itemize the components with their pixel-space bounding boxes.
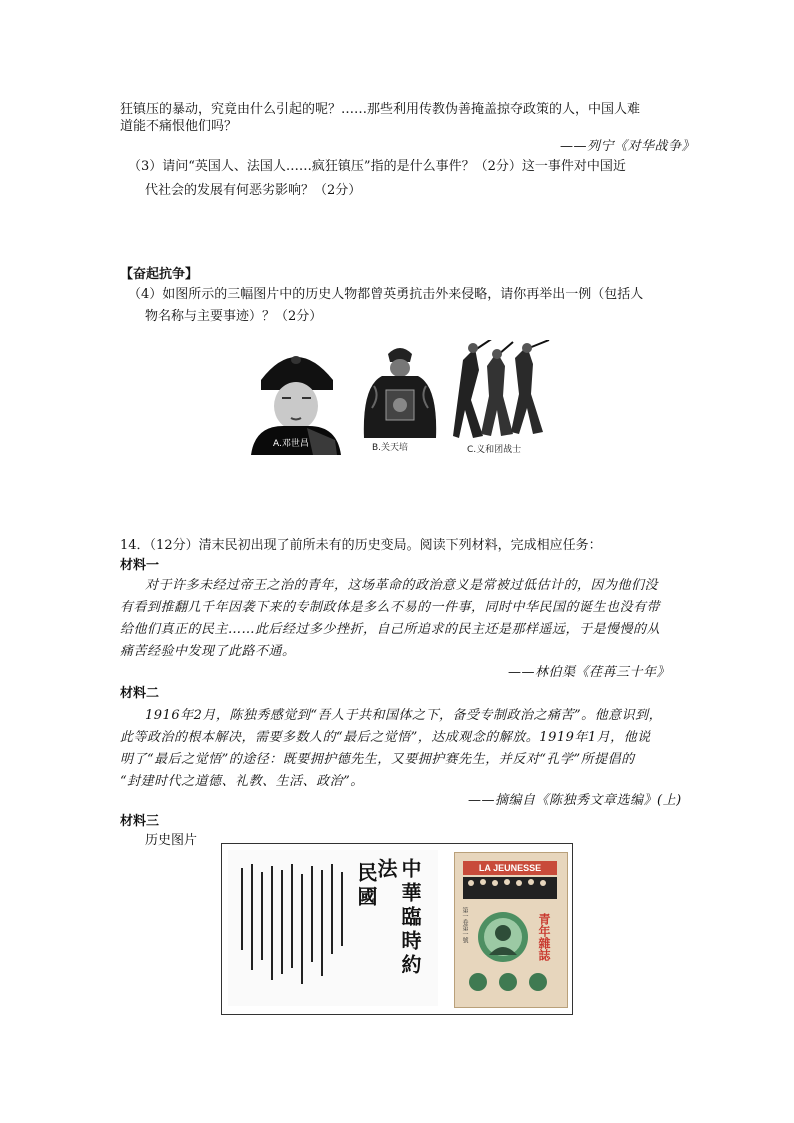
material-2-line-1: 1916年2月，陈独秀感觉到“吾人于共和国体之下，备受专制政治之痛苦”。他意识到，: [145, 708, 663, 723]
material-1-line-4: 痛苦经验中发现了此路不通。: [120, 644, 296, 659]
caption-c: C.义和团战士: [467, 445, 522, 455]
material-3-sublabel: 历史图片: [145, 833, 198, 848]
fighters-icon: [453, 340, 553, 458]
material-3-label: 材料三: [120, 814, 160, 829]
caption-a: A.邓世昌: [273, 439, 309, 449]
portrait-medallion-icon: [477, 911, 529, 963]
portrait-photo-b: [358, 342, 442, 457]
question-3-line-2: 代社会的发展有何恶劣影响？（2分）: [145, 183, 362, 198]
portrait-photo-c: [453, 340, 553, 458]
material-1-line-2: 有看到推翻几千年因袭下来的专制政体是多么不易的一件事，同时中华民国的诞生也没有带: [120, 600, 661, 615]
document-title-column-left: 民國: [354, 862, 378, 910]
material-1-source: ——林伯渠《荏苒三十年》: [508, 665, 671, 680]
magazine-bottom-seals: [469, 973, 553, 991]
material-1-line-1: 对于许多未经过帝王之治的青年，这场革命的政治意义是常被过低估计的，因为他们没: [145, 578, 659, 593]
material-2-line-3: 明了“最后之觉悟”的途径：既要拥护德先生，又要拥护赛先生，并反对“孔学”所提倡的: [120, 752, 635, 767]
material-3-image-frame: [221, 843, 573, 1015]
document-text-columns-icon: [228, 850, 358, 1006]
material-2-label: 材料二: [120, 686, 160, 701]
material-1-line-3: 给他们真正的民主……此后经过多少挫折，自己所追求的民主还是那样遥远，于是慢慢的从: [120, 622, 661, 637]
quote-line-1: 狂镇压的暴动，究竟由什么引起的呢？……那些利用传教伪善掩盖掠夺政策的人，中国人难: [120, 102, 641, 117]
section-heading-fenqi: 【奋起抗争】: [120, 267, 199, 282]
material-2-line-4: “封建时代之道德、礼教、生活、政治”。: [120, 774, 364, 789]
magazine-title: 青年雜誌: [537, 913, 551, 961]
material-2-line-2: 此等政治的根本解决，需要多数人的“最后之觉悟”，达成观念的解放。1919年1月，他说: [120, 730, 651, 745]
material-1-label: 材料一: [120, 558, 160, 573]
crowd-silhouette-icon: [463, 877, 557, 899]
provisional-constitution-image: [228, 850, 438, 1006]
portrait-photo-a: [247, 340, 345, 455]
question-4-line-2: 物名称与主要事迹）？（2分）: [145, 309, 323, 324]
new-youth-magazine-cover: [454, 852, 568, 1008]
question-3-line-1: （3）请问“英国人、法国人……疯狂镇压”指的是什么事件？（2分）这一事件对中国近: [128, 159, 626, 174]
material-2-source: ——摘编自《陈独秀文章选编》(上): [468, 793, 682, 808]
question-4-line-1: （4）如图所示的三幅图片中的历史人物都曾英勇抗击外来侵略，请你再举出一例（包括人: [128, 287, 644, 302]
magazine-issue: 第一卷第一號: [461, 907, 468, 943]
quote-line-2: 道能不痛恨他们吗？: [120, 119, 238, 134]
quote-source: ——列宁《对华战争》: [560, 139, 696, 154]
caption-b: B.关天培: [372, 443, 409, 453]
document-title-column-right: 中華臨時約法: [374, 858, 422, 978]
magazine-header-text: LA JEUNESSE: [478, 863, 542, 873]
question-14-intro: 14．（12分）清末民初出现了前所未有的历史变局。阅读下列材料，完成相应任务：: [120, 538, 602, 553]
